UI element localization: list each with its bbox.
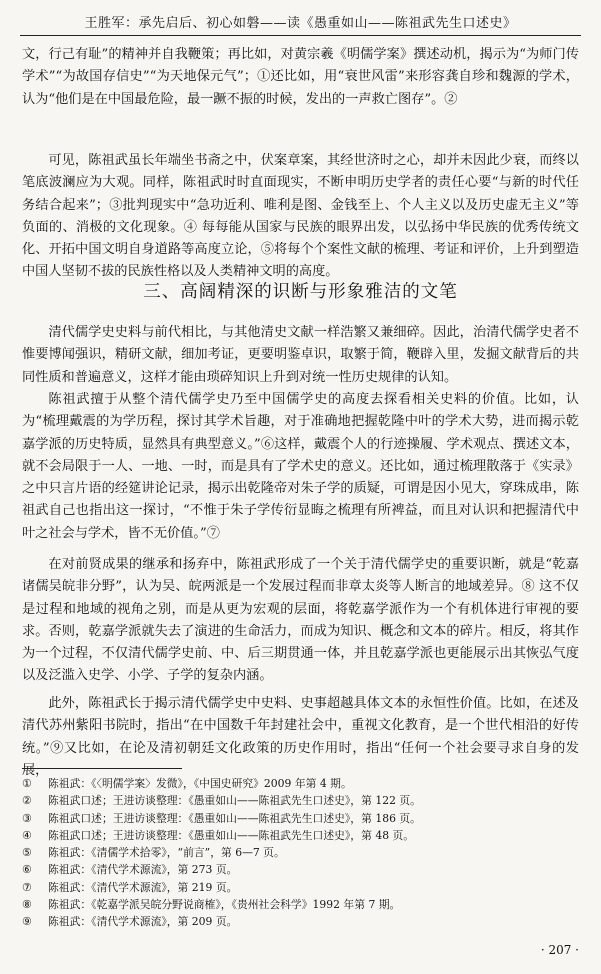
footnotes (22, 775, 582, 931)
header-rule (20, 35, 581, 36)
paragraph-text: 此外，陈祖武长于揭示清代儒学史中史料、史事超越具体文本的永恒性价值。比如，在述及清代苏州紫阳书院时，指出“在中国数千年封建社会中，重视文化教育，是一个世代相沿的好传统。”⑨又比如，在论及清初朝廷文化政策的历史作用时，指出“任何一个社会要寻求自身的发展， (22, 696, 579, 778)
footnote (22, 827, 582, 844)
paragraph-text: 文，行己有耻”的精神并自我鞭策；再比如，对黄宗羲《明儒学案》撰述动机，揭示为“为师门传学术”“为故国存信史”“为天地保元气”；①还比如，用“衰世风雷”来形容龚自珍和魏源的学术，认为“他们是在中国最危险，最一蹶不振的时候，发出的一声救亡图存”。② (22, 47, 579, 107)
footnote-text: 陈祖武口述；王进访谈整理：《愚重如山——陈祖武先生口述史》，第 186 页。 (48, 811, 421, 825)
paragraph-1 (22, 44, 579, 111)
footnote-number: ⑨ (22, 915, 32, 929)
footnote-text: 陈祖武：《清儒学术拾零》，“前言”，第 6—7 页。 (48, 846, 285, 860)
running-title: 王胜军：承先启后、初心如磐——读《愚重如山——陈祖武先生口述史》 (84, 16, 517, 31)
paragraph-4 (22, 389, 579, 545)
footnote-number: ⑤ (22, 846, 32, 860)
paragraph-text: 陈祖武擅于从整个清代儒学史乃至中国儒学史的高度去探看相关史料的价值。比如，认为“梳理戴震的为学历程，探讨其学术旨趣，对于准确地把握乾隆中叶的学术大势，进而揭示乾嘉学派的历史特质，显然具有典型意义。”⑥这样，戴震个人的行迹操履、学术观点、撰述文本，就不会局限于一人、一地、一时，而是具有了学术史的意义。还比如，通过梳理散落于《实录》之中只言片语的经筵讲论记录，揭示出乾隆帝对朱子学的质疑，可谓是因小见大，穿珠成串，陈祖武自己也指出这一探讨，“不惟于朱子学传衍显晦之梳理有所裨益，而且对认识和把握清代中叶之社会与学术，皆不无价值。”⑦ (22, 392, 579, 541)
paragraph-5 (22, 554, 579, 688)
footnote-text: 陈祖武口述；王进访谈整理：《愚重如山——陈祖武先生口述史》，第 48 页。 (48, 828, 415, 842)
footnote-number: ④ (22, 828, 32, 842)
footnote (22, 896, 582, 913)
footnote (22, 810, 582, 827)
footnote-text: 陈祖武：《清代学术源流》，第 273 页。 (48, 863, 238, 877)
footnote-text: 陈祖武口述；王进访谈整理：《愚重如山——陈祖武先生口述史》，第 122 页。 (48, 794, 421, 808)
footnote-number: ① (22, 777, 32, 790)
footnote-number: ⑥ (22, 863, 32, 877)
footnote (22, 792, 582, 809)
footnote (22, 844, 582, 861)
footnote-rule (22, 768, 182, 769)
paragraph-3 (22, 322, 579, 389)
footnote-number: ⑧ (22, 898, 32, 912)
paragraph-2 (22, 150, 579, 284)
paragraph-text: 清代儒学史史料与前代相比，与其他清史文献一样浩繁又兼细碎。因此，治清代儒学史者不惟要博闻强识，精研文献，细加考证，更要明鉴卓识，取繁于简，鞭辟入里，发掘文献背后的共同性质和普遍意义，这样才能由琐碎知识上升到对统一性历史规律的认知。 (22, 325, 579, 385)
footnote-text: 陈祖武：《清代学术源流》，第 219 页。 (48, 880, 238, 894)
footnote (22, 775, 582, 792)
paragraph-text: 可见，陈祖武虽长年端坐书斋之中，伏案章案，其经世济时之心，却并未因此少衰，而终以笔底波澜应为大观。同样，陈祖武时时直面现实，不断申明历史学者的责任心要“与新的时代任务结合起来”；③批判现实中“急功近利、唯利是图、金钱至上、个人主义以及历史虚无主义”等负面的、消极的文化现象。④ 每每能从国家与民族的眼界出发，以弘扬中华民族的优秀传统文化、开拓中国文明自身道路等高度立论，⑤将每个个案性文献的梳理、考证和评价，上升到塑造中国人坚韧不拔的民族性格以及人类精神文明的高度。 (22, 153, 579, 280)
footnote-text: 陈祖武：《清代学术源流》，第 209 页。 (48, 915, 238, 929)
footnote-number: ③ (22, 811, 32, 825)
footnote-text: 陈祖武：《〈明儒学案〉发微》，《中国史研究》2009 年第 4 期。 (48, 777, 352, 790)
section-title: 三、高阔精深的识断与形象雅洁的文笔 (143, 282, 458, 302)
footnote-number: ② (22, 794, 32, 808)
footnote (22, 861, 582, 878)
page-number: · 207 · (540, 943, 579, 957)
footnote (22, 879, 582, 896)
footnote-number: ⑦ (22, 880, 32, 894)
footnote-text: 陈祖武：《乾嘉学派吴皖分野说商榷》，《贵州社会科学》1992 年第 7 期。 (48, 898, 401, 912)
paragraph-text: 在对前贤成果的继承和扬弃中，陈祖武形成了一个关于清代儒学史的重要识断，就是“乾嘉诸儒吴皖非分野”，认为吴、皖两派是一个发展过程而非章太炎等人断言的地域差异。⑧ 这不仅是过程和地域的视角之别，而是从更为宏观的层面，将乾嘉学派作为一个有机体进行审视的要求。否则，乾嘉学派就失去了演进的生命活力，而成为知识、概念和文本的碎片。相反，将其作为一个过程，不仅清代儒学史前、中、后三期贯通一体，并且乾嘉学派也更能展示出其恢弘气度以及泛滥入史学、小学、子学的复杂内涵。 (22, 557, 579, 684)
footnote (22, 913, 582, 930)
running-header (0, 0, 601, 42)
